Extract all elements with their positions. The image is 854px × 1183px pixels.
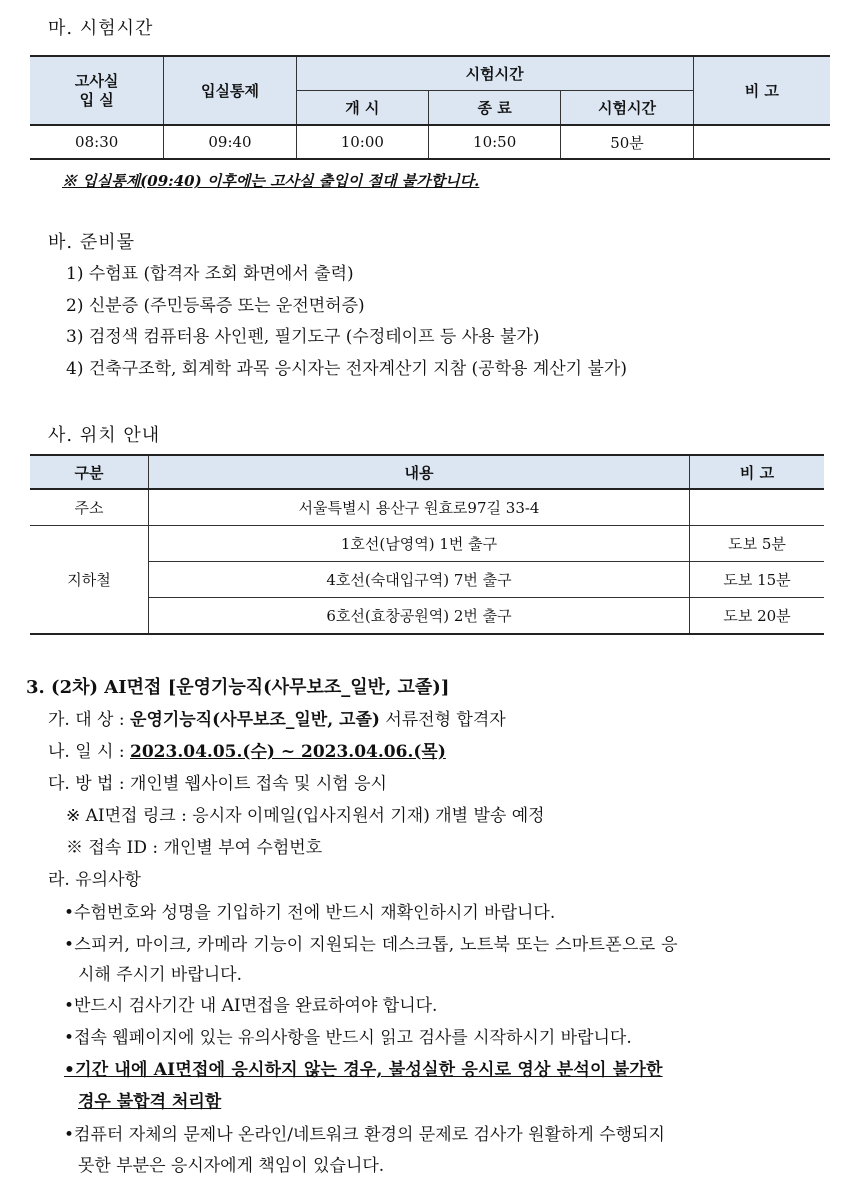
material-item-1: 1) 수험표 (합격자 조회 화면에서 출력) [66,264,354,284]
section-3-title: 3. (2차) AI면접 [운영기능직(사무보조_일반, 고졸)] [26,677,450,698]
header-entry: 고사실 입 실 [30,56,164,125]
target-line [48,705,506,730]
location-table [30,454,824,635]
header-location-note: 비 고 [690,455,825,489]
subway-row-2-note: 도보 15분 [690,562,825,598]
date-label: 나. 일 시 : [48,742,131,762]
cell-start: 10:00 [296,125,428,159]
cell-control: 09:40 [164,125,296,159]
method-line: 다. 방 법 : 개인별 웹사이트 접속 및 시험 응시 [48,774,387,794]
caution-bullet-2: •스피커, 마이크, 카메라 기능이 지원되는 데스크톱, 노트북 또는 스마트폰으로 응 [64,935,678,955]
subway-row-3-content: 6호선(효창공원역) 2번 출구 [149,598,690,635]
header-category: 구분 [30,455,149,489]
cell-note [693,125,830,159]
caution-bullet-5: •기간 내에 AI면접에 응시하지 않는 경우, 불성실한 응시로 영상 분석이 불가한 [64,1060,663,1080]
header-control: 입실통제 [164,56,296,125]
subway-row-2-content: 4호선(숙대입구역) 7번 출구 [149,562,690,598]
caution-bullet-6-cont: 못한 부분은 응시자에게 책임이 있습니다. [78,1156,385,1176]
entry-notice: ※ 입실통제(09:40) 이후에는 고사실 출입이 절대 불가합니다. [62,172,480,190]
header-content: 내용 [149,455,690,489]
section-heading-exam-time: 마. 시험시간 [48,18,154,39]
material-item-2: 2) 신분증 (주민등록증 또는 운전면허증) [66,296,365,316]
header-note: 비 고 [693,56,830,125]
caution-bullet-6: •컴퓨터 자체의 문제나 온라인/네트워크 환경의 문제로 검사가 원활하게 수행되지 [64,1125,665,1145]
address-note [690,489,825,526]
subway-row-3-note: 도보 20분 [690,598,825,635]
caution-bullet-3: •반드시 검사기간 내 AI면접을 완료하여야 합니다. [64,996,438,1016]
header-exam-time: 시험시간 [296,56,693,91]
header-duration: 시험시간 [561,91,693,126]
header-start: 개 시 [296,91,428,126]
id-note: ※ 접속 ID : 개인별 부여 수험번호 [66,838,323,858]
target-label: 가. 대 상 : [48,710,131,730]
link-note: ※ AI면접 링크 : 응시자 이메일(입사지원서 기재) 개별 발송 예정 [66,806,545,826]
caution-bullet-1: •수험번호와 성명을 기입하기 전에 반드시 재확인하시기 바랍니다. [64,903,556,923]
cell-end: 10:50 [428,125,560,159]
cell-entry: 08:30 [30,125,164,159]
material-item-4: 4) 건축구조학, 회계학 과목 응시자는 전자계산기 지참 (공학용 계산기 불가) [66,359,627,379]
caution-heading: 라. 유의사항 [48,870,141,890]
section-heading-location: 사. 위치 안내 [48,425,161,446]
exam-time-table [30,55,830,160]
subway-row-1-note: 도보 5분 [690,526,825,562]
caution-bullet-4: •접속 웹페이지에 있는 유의사항을 반드시 읽고 검사를 시작하시기 바랍니다. [64,1028,632,1048]
caution-bullet-5-cont: 경우 불합격 처리함 [78,1092,222,1112]
subway-category: 지하철 [30,526,149,635]
address-category: 주소 [30,489,149,526]
section-heading-materials: 바. 준비물 [48,232,135,253]
material-item-3: 3) 검정색 컴퓨터용 사인펜, 필기도구 (수정테이프 등 사용 불가) [66,327,540,347]
subway-row-1-content: 1호선(남영역) 1번 출구 [149,526,690,562]
date-line [48,737,446,762]
address-content: 서울특별시 용산구 원효로97길 33-4 [149,489,690,526]
target-bold: 운영기능직(사무보조_일반, 고졸) [130,710,380,730]
date-value: 2023.04.05.(수) ~ 2023.04.06.(목) [130,742,446,762]
header-end: 종 료 [428,91,560,126]
caution-bullet-2-cont: 시해 주시기 바랍니다. [78,965,243,985]
target-rest: 서류전형 합격자 [379,710,506,730]
cell-duration: 50분 [561,125,693,159]
